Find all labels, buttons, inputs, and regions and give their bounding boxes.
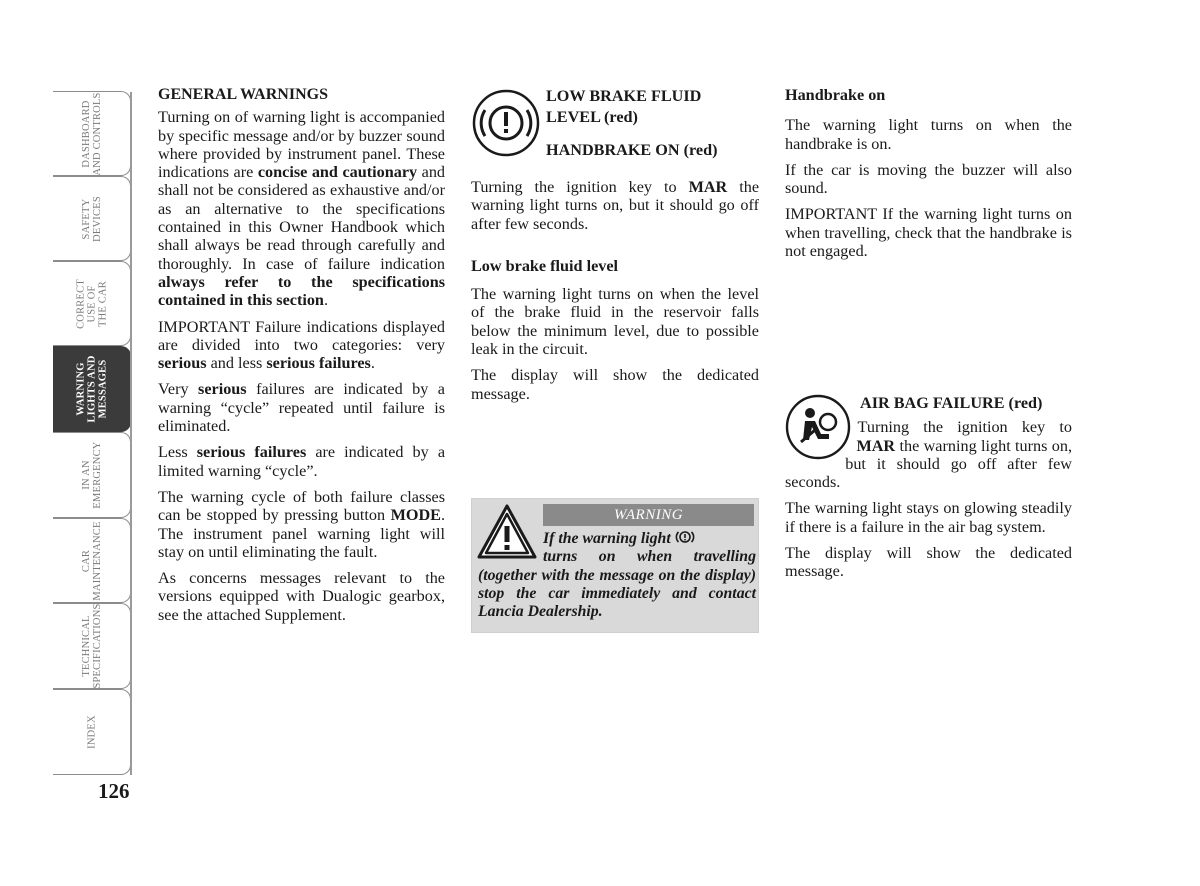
tab-safety-devices[interactable] (53, 176, 131, 261)
tab-label: SAFETY DEVICES (80, 195, 103, 242)
tab-dashboard-and-controls[interactable] (53, 91, 131, 176)
brake-column (471, 86, 759, 411)
paragraph: The warning light turns on when the level of the brake fluid in the reservoir falls below the minimum level, due to possible leak in the circuit. (471, 285, 759, 359)
tab-technical-specifications[interactable] (53, 603, 131, 689)
paragraph: Turning the ignition key to MAR the warning light turns on, but it should go off after few seconds. (471, 178, 760, 233)
tab-index[interactable] (53, 689, 131, 775)
handbrake-column (785, 86, 1072, 268)
subsection-title: Handbrake on (785, 86, 886, 104)
airbag-icon (785, 394, 851, 460)
tab-car-maintenance[interactable] (53, 518, 131, 603)
paragraph: Turning the ignition key to MAR the warning light turns on, but it should go off after few seconds. (785, 418, 1072, 492)
paragraph: The warning cycle of both failure classes can be stopped by pressing button MODE. The instrument panel warning light will stay on until eliminating the fault. (158, 487, 445, 561)
general-warnings-column (158, 86, 445, 632)
paragraph: Less serious failures are indicated by a limited warning “cycle”. (158, 443, 446, 480)
paragraph: Turning on of warning light is accompanied by specific message and/or by buzzer sound where provided by instrument panel. These indications are concise and cautionary and shall not be considered as exhaustive and/or as an alternative to the specifications contained in this Owner Handbook which shall always be read through carefully and thoroughly. In case of failure indication always refer to the specifications contained in this section. (158, 108, 446, 310)
paragraph: IMPORTANT Failure indications displayed are divided into two categories: very serious and less serious failures. (158, 317, 445, 373)
section-title: GENERAL WARNINGS (158, 86, 328, 103)
paragraph: The display will show the dedicated message. (785, 544, 1072, 581)
subsection-title: Low brake fluid level (471, 256, 619, 275)
paragraph: As concerns messages relevant to the versions equipped with Dualogic gearbox, see the attached Supplement. (158, 569, 445, 624)
paragraph: The display will show the dedicated message. (471, 366, 759, 403)
tab-label: TECHNICAL SPECIFICATIONS (80, 603, 103, 689)
handbrake-title: HANDBRAKE ON (red) (546, 141, 718, 159)
page-number: 126 (98, 779, 130, 803)
tab-warning-lights-and-messages[interactable] (53, 346, 131, 432)
tab-label: CAR MAINTENANCE (80, 520, 103, 601)
brake-warning-icon (675, 529, 695, 545)
tab-label: IN AN EMERGENCY (80, 441, 103, 509)
sidebar-divider (130, 92, 132, 775)
tab-label: CORRECT USE OF THE CAR (75, 278, 108, 329)
paragraph: IMPORTANT If the warning light turns on when travelling, check that the handbrake is not engaged. (785, 205, 1072, 261)
warning-box (471, 498, 759, 633)
tab-label: WARNING LIGHTS AND MESSAGES (75, 355, 108, 423)
tab-correct-use-of-the-car[interactable] (53, 261, 131, 346)
brake-title: LOW BRAKE FLUID LEVEL (red) (546, 87, 702, 126)
airbag-section (785, 394, 1072, 589)
warning-text: If the warning light turns on when travelling (together with the message on the display) stop the car immediately and contact Lancia Dealership. (478, 530, 756, 621)
airbag-title: AIR BAG FAILURE (red) (860, 394, 1043, 412)
tab-in-an-emergency[interactable] (53, 432, 131, 518)
paragraph: If the car is moving the buzzer will also sound. (785, 160, 1072, 198)
paragraph: The warning light stays on glowing steadily if there is a failure in the air bag system. (785, 499, 1072, 536)
chapter-sidebar (0, 0, 140, 886)
paragraph: The warning light turns on when the handbrake is on. (785, 116, 1072, 153)
tab-label: DASHBOARD AND CONTROLS (80, 91, 103, 176)
brake-header (471, 86, 759, 178)
warning-header: WARNING (543, 504, 754, 526)
tab-label: INDEX (86, 715, 97, 749)
paragraph: Very serious failures are indicated by a warning “cycle” repeated until failure is eliminated. (158, 380, 445, 436)
brake-warning-icon (471, 88, 541, 158)
